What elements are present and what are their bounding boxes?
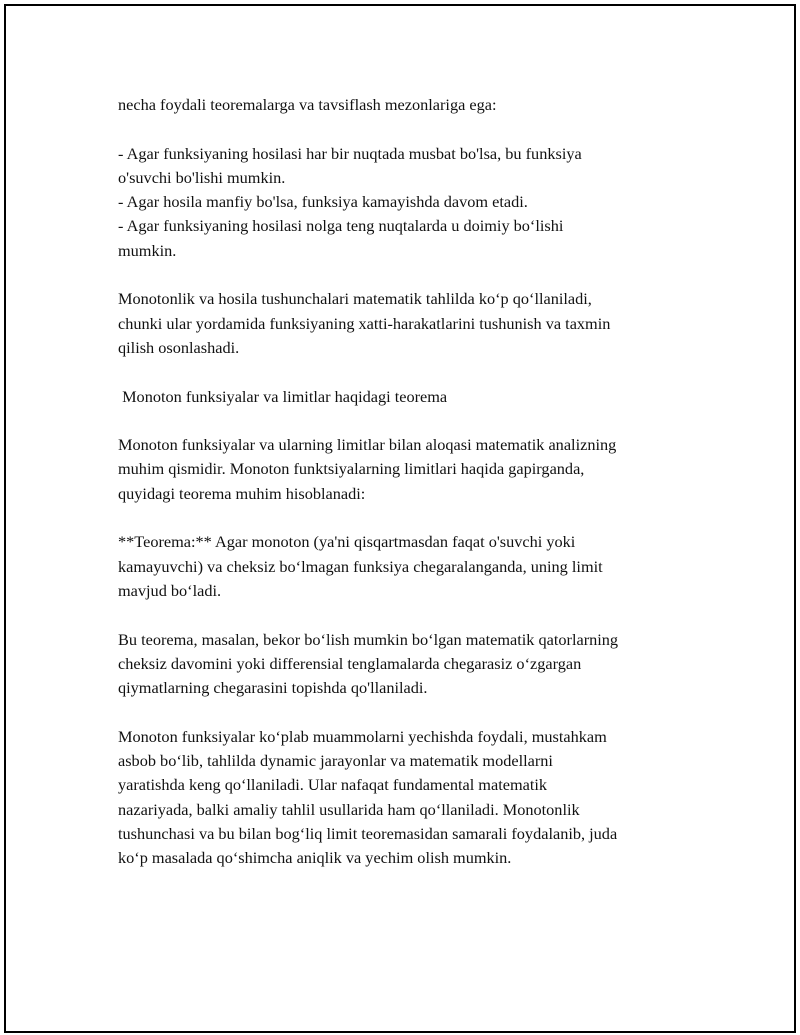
section-heading: [118, 385, 708, 409]
text-line: necha foydali teoremalarga va tavsiflash mezonlariga ega:: [118, 95, 497, 114]
bullet-item-line: - Agar funksiyaning hosilasi har bir nuqtada musbat bo'lsa, bu funksiya: [118, 143, 582, 163]
text-line: chunki ular yordamida funksiyaning xatti-harakatlarini tushunish va taxmin: [118, 313, 611, 333]
conclusion-paragraph: [118, 725, 708, 871]
text-line: qilish osonlashadi.: [118, 337, 240, 357]
heading-text: Monoton funksiyalar va limitlar haqidagi teorema: [118, 386, 448, 406]
text-line: **Teorema:** Agar monoton (ya'ni qisqartmasdan faqat o'suvchi yoki: [118, 532, 576, 552]
bullet-list: [118, 142, 708, 263]
text-line: cheksiz davomini yoki differensial tenglamalarda chegarasiz o‘zgargan: [118, 653, 582, 673]
text-line: Monoton funksiyalar ko‘plab muammolarni yechishda foydali, mustahkam: [118, 726, 607, 746]
text-line: nazariyada, balki amaliy tahlil usullarida ham qo‘llaniladi. Monotonlik: [118, 799, 580, 819]
text-line: kamayuvchi) va cheksiz bo‘lmagan funksiya chegaralanganda, uning limit: [118, 556, 603, 576]
intro-paragraph: [118, 93, 708, 117]
text-line: Monoton funksiyalar va ularning limitlar bilan aloqasi matematik analizning: [118, 435, 617, 455]
text-line: Monotonlik va hosila tushunchalari matematik tahlilda ko‘p qo‘llaniladi,: [118, 289, 592, 309]
text-line: asbob bo‘lib, tahlilda dynamic jarayonlar va matematik modellarni: [118, 751, 553, 771]
text-line: quyidagi teorema muhim hisoblanadi:: [118, 483, 366, 503]
text-line: ko‘p masalada qo‘shimcha aniqlik va yechim olish mumkin.: [118, 848, 512, 868]
monotonlik-paragraph: [118, 287, 708, 360]
text-line: mavjud bo‘ladi.: [118, 580, 222, 600]
text-line: qiymatlarning chegarasini topishda qo'llaniladi.: [118, 678, 428, 698]
text-line: Bu teorema, masalan, bekor bo‘lish mumkin bo‘lgan matematik qatorlarning: [118, 629, 619, 649]
bullet-item-line: o'suvchi bo'lishi mumkin.: [118, 167, 286, 187]
limit-intro-paragraph: [118, 433, 708, 506]
text-line: muhim qismidir. Monoton funktsiyalarning limitlari haqida gapirganda,: [118, 459, 585, 479]
bullet-item-line: mumkin.: [118, 240, 177, 260]
bullet-item-line: - Agar funksiyaning hosilasi nolga teng nuqtalarda u doimiy bo‘lishi: [118, 216, 564, 236]
bullet-item-line: - Agar hosila manfiy bo'lsa, funksiya kamayishda davom etadi.: [118, 192, 528, 212]
text-line: yaratishda keng qo‘llaniladi. Ular nafaqat fundamental matematik: [118, 775, 548, 795]
text-line: tushunchasi va bu bilan bog‘liq limit teoremasidan samarali foydalanib, juda: [118, 823, 618, 843]
theorem-paragraph: [118, 530, 708, 603]
document-body: [118, 93, 708, 895]
usage-paragraph: [118, 628, 708, 701]
